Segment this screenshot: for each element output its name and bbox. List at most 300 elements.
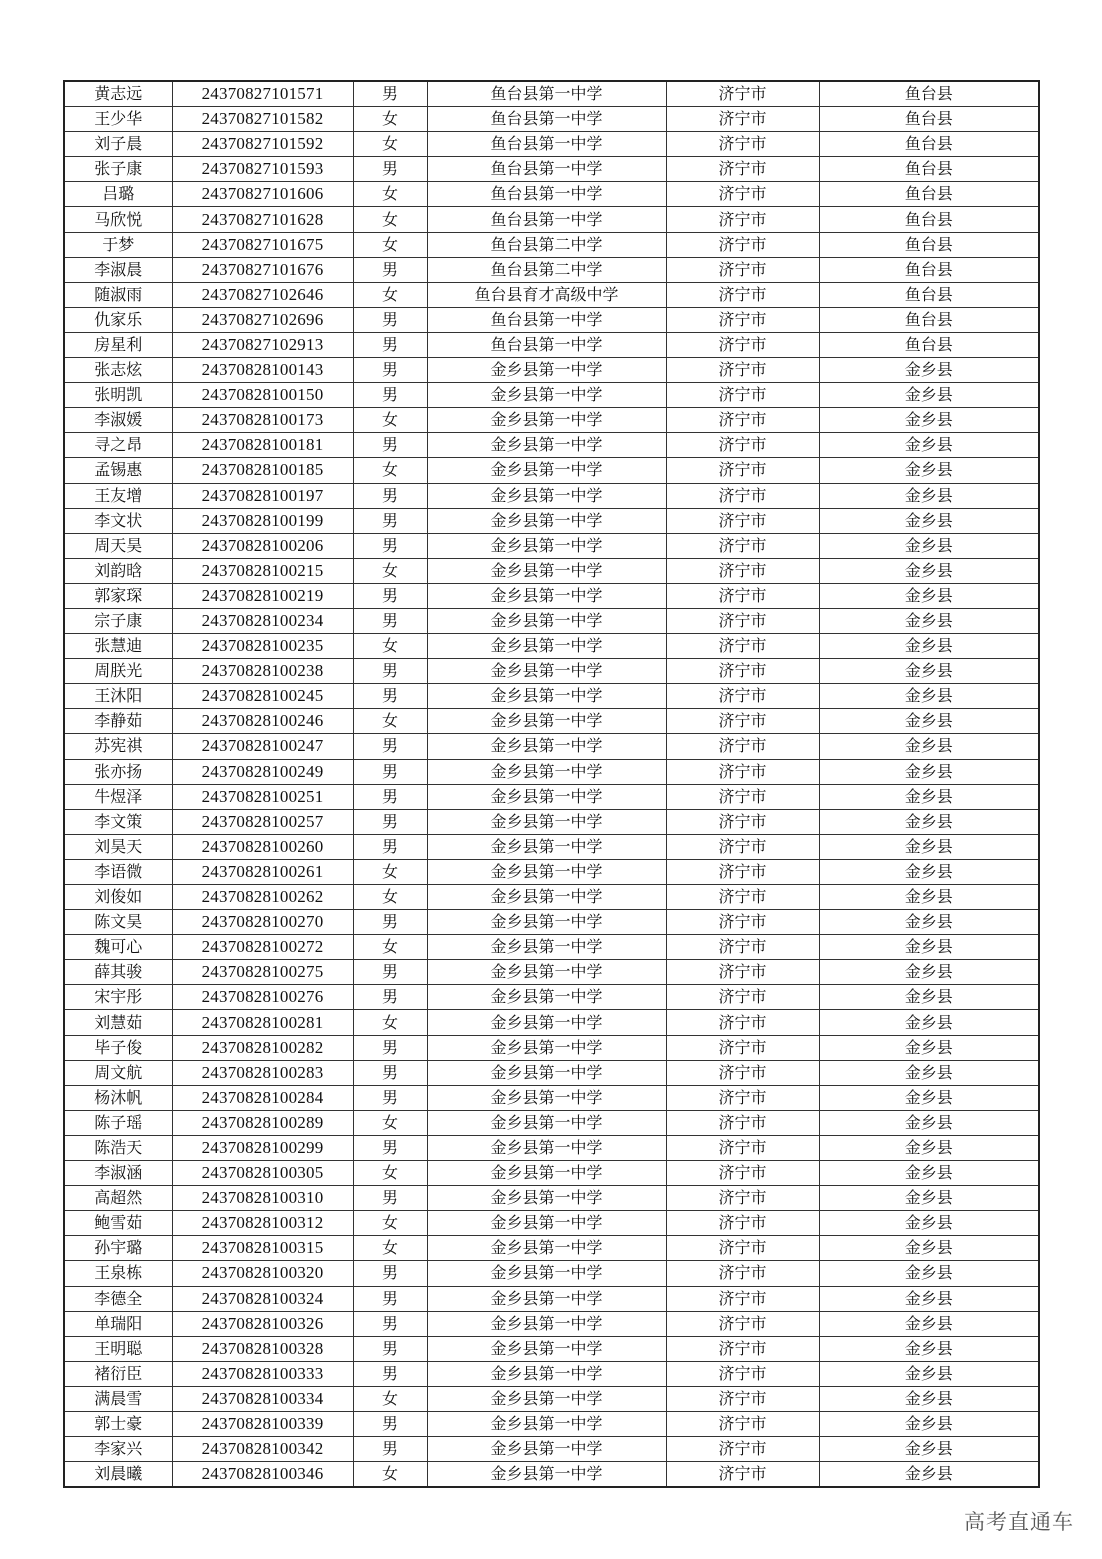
student-name-cell: 周文航 xyxy=(64,1060,172,1085)
student-name-cell: 刘晨曦 xyxy=(64,1462,172,1488)
school-cell: 鱼台县第二中学 xyxy=(427,257,666,282)
city-cell: 济宁市 xyxy=(666,784,819,809)
school-cell: 金乡县第一中学 xyxy=(427,583,666,608)
city-cell: 济宁市 xyxy=(666,1336,819,1361)
school-cell: 金乡县第一中学 xyxy=(427,985,666,1010)
gender-cell: 女 xyxy=(353,232,427,257)
county-cell: 金乡县 xyxy=(819,1286,1039,1311)
school-cell: 金乡县第一中学 xyxy=(427,960,666,985)
table-row xyxy=(64,1462,1039,1488)
gender-cell: 男 xyxy=(353,734,427,759)
table-body xyxy=(64,81,1039,1487)
candidate-id-cell: 24370828100235 xyxy=(172,634,353,659)
city-cell: 济宁市 xyxy=(666,307,819,332)
student-name-cell: 王少华 xyxy=(64,107,172,132)
school-cell: 金乡县第一中学 xyxy=(427,1361,666,1386)
table-row xyxy=(64,207,1039,232)
student-name-cell: 张明凯 xyxy=(64,383,172,408)
county-cell: 金乡县 xyxy=(819,1386,1039,1411)
table-row xyxy=(64,684,1039,709)
school-cell: 鱼台县第一中学 xyxy=(427,107,666,132)
city-cell: 济宁市 xyxy=(666,508,819,533)
table-row xyxy=(64,608,1039,633)
student-name-cell: 李淑媛 xyxy=(64,408,172,433)
student-name-cell: 张慧迪 xyxy=(64,634,172,659)
student-name-cell: 刘子晨 xyxy=(64,132,172,157)
candidate-id-cell: 24370827102913 xyxy=(172,332,353,357)
candidate-id-cell: 24370828100219 xyxy=(172,583,353,608)
candidate-id-cell: 24370827101675 xyxy=(172,232,353,257)
school-cell: 鱼台县育才高级中学 xyxy=(427,282,666,307)
candidate-id-cell: 24370828100299 xyxy=(172,1135,353,1160)
city-cell: 济宁市 xyxy=(666,834,819,859)
city-cell: 济宁市 xyxy=(666,809,819,834)
gender-cell: 女 xyxy=(353,709,427,734)
county-cell: 金乡县 xyxy=(819,1361,1039,1386)
table-row xyxy=(64,1236,1039,1261)
student-name-cell: 刘昊天 xyxy=(64,834,172,859)
city-cell: 济宁市 xyxy=(666,759,819,784)
table-row xyxy=(64,558,1039,583)
gender-cell: 男 xyxy=(353,157,427,182)
student-name-cell: 满晨雪 xyxy=(64,1386,172,1411)
student-name-cell: 张子康 xyxy=(64,157,172,182)
city-cell: 济宁市 xyxy=(666,1085,819,1110)
county-cell: 金乡县 xyxy=(819,1261,1039,1286)
table-row xyxy=(64,859,1039,884)
candidate-id-cell: 24370828100262 xyxy=(172,885,353,910)
candidate-id-cell: 24370828100206 xyxy=(172,533,353,558)
school-cell: 金乡县第一中学 xyxy=(427,383,666,408)
city-cell: 济宁市 xyxy=(666,709,819,734)
school-cell: 金乡县第一中学 xyxy=(427,1236,666,1261)
student-name-cell: 陈浩天 xyxy=(64,1135,172,1160)
school-cell: 金乡县第一中学 xyxy=(427,1035,666,1060)
county-cell: 金乡县 xyxy=(819,1411,1039,1436)
county-cell: 金乡县 xyxy=(819,784,1039,809)
table-row xyxy=(64,659,1039,684)
candidate-id-cell: 24370828100284 xyxy=(172,1085,353,1110)
table-row xyxy=(64,1060,1039,1085)
table-row xyxy=(64,1161,1039,1186)
county-cell: 金乡县 xyxy=(819,1236,1039,1261)
gender-cell: 男 xyxy=(353,960,427,985)
county-cell: 金乡县 xyxy=(819,508,1039,533)
gender-cell: 女 xyxy=(353,132,427,157)
school-cell: 金乡县第一中学 xyxy=(427,1336,666,1361)
student-name-cell: 马欣悦 xyxy=(64,207,172,232)
county-cell: 鱼台县 xyxy=(819,157,1039,182)
county-cell: 鱼台县 xyxy=(819,257,1039,282)
candidate-id-cell: 24370828100270 xyxy=(172,910,353,935)
table-row xyxy=(64,1010,1039,1035)
candidate-id-cell: 24370827101676 xyxy=(172,257,353,282)
table-row xyxy=(64,332,1039,357)
city-cell: 济宁市 xyxy=(666,1186,819,1211)
city-cell: 济宁市 xyxy=(666,107,819,132)
city-cell: 济宁市 xyxy=(666,1261,819,1286)
table-row xyxy=(64,81,1039,107)
gender-cell: 男 xyxy=(353,1261,427,1286)
table-row xyxy=(64,784,1039,809)
city-cell: 济宁市 xyxy=(666,634,819,659)
school-cell: 金乡县第一中学 xyxy=(427,1010,666,1035)
county-cell: 金乡县 xyxy=(819,834,1039,859)
student-name-cell: 王沐阳 xyxy=(64,684,172,709)
student-name-cell: 毕子俊 xyxy=(64,1035,172,1060)
table-row xyxy=(64,358,1039,383)
city-cell: 济宁市 xyxy=(666,910,819,935)
student-name-cell: 孙宇璐 xyxy=(64,1236,172,1261)
candidate-id-cell: 24370828100346 xyxy=(172,1462,353,1488)
student-name-cell: 李语微 xyxy=(64,859,172,884)
candidate-id-cell: 24370828100238 xyxy=(172,659,353,684)
city-cell: 济宁市 xyxy=(666,1161,819,1186)
table-row xyxy=(64,1261,1039,1286)
gender-cell: 男 xyxy=(353,684,427,709)
candidate-id-cell: 24370828100310 xyxy=(172,1186,353,1211)
school-cell: 金乡县第一中学 xyxy=(427,834,666,859)
student-name-cell: 王泉栋 xyxy=(64,1261,172,1286)
candidate-id-cell: 24370828100320 xyxy=(172,1261,353,1286)
table-row xyxy=(64,709,1039,734)
gender-cell: 男 xyxy=(353,257,427,282)
city-cell: 济宁市 xyxy=(666,1010,819,1035)
table-row xyxy=(64,157,1039,182)
county-cell: 金乡县 xyxy=(819,358,1039,383)
student-name-cell: 王友增 xyxy=(64,483,172,508)
student-name-cell: 黄志远 xyxy=(64,81,172,107)
county-cell: 金乡县 xyxy=(819,1085,1039,1110)
candidate-id-cell: 24370828100261 xyxy=(172,859,353,884)
gender-cell: 女 xyxy=(353,458,427,483)
gender-cell: 男 xyxy=(353,332,427,357)
county-cell: 金乡县 xyxy=(819,408,1039,433)
city-cell: 济宁市 xyxy=(666,157,819,182)
student-name-cell: 随淑雨 xyxy=(64,282,172,307)
candidate-id-cell: 24370827101628 xyxy=(172,207,353,232)
county-cell: 金乡县 xyxy=(819,659,1039,684)
school-cell: 金乡县第一中学 xyxy=(427,1186,666,1211)
school-cell: 金乡县第一中学 xyxy=(427,1085,666,1110)
table-row xyxy=(64,533,1039,558)
student-name-cell: 陈子瑶 xyxy=(64,1110,172,1135)
gender-cell: 男 xyxy=(353,985,427,1010)
school-cell: 金乡县第一中学 xyxy=(427,1311,666,1336)
student-name-cell: 房星利 xyxy=(64,332,172,357)
candidate-id-cell: 24370827102696 xyxy=(172,307,353,332)
gender-cell: 女 xyxy=(353,182,427,207)
city-cell: 济宁市 xyxy=(666,1035,819,1060)
table-row xyxy=(64,985,1039,1010)
student-name-cell: 李德全 xyxy=(64,1286,172,1311)
table-row xyxy=(64,282,1039,307)
county-cell: 鱼台县 xyxy=(819,182,1039,207)
candidate-id-cell: 24370828100312 xyxy=(172,1211,353,1236)
gender-cell: 男 xyxy=(353,1286,427,1311)
city-cell: 济宁市 xyxy=(666,1462,819,1488)
table-row xyxy=(64,935,1039,960)
school-cell: 鱼台县第一中学 xyxy=(427,132,666,157)
candidate-id-cell: 24370828100257 xyxy=(172,809,353,834)
county-cell: 金乡县 xyxy=(819,1462,1039,1488)
county-cell: 鱼台县 xyxy=(819,132,1039,157)
school-cell: 金乡县第一中学 xyxy=(427,1135,666,1160)
school-cell: 金乡县第一中学 xyxy=(427,1110,666,1135)
school-cell: 金乡县第一中学 xyxy=(427,935,666,960)
city-cell: 济宁市 xyxy=(666,558,819,583)
county-cell: 金乡县 xyxy=(819,1060,1039,1085)
table-row xyxy=(64,583,1039,608)
gender-cell: 男 xyxy=(353,508,427,533)
watermark-text: 高考直通车 xyxy=(964,1510,1074,1534)
city-cell: 济宁市 xyxy=(666,383,819,408)
candidate-id-cell: 24370828100150 xyxy=(172,383,353,408)
city-cell: 济宁市 xyxy=(666,433,819,458)
gender-cell: 女 xyxy=(353,207,427,232)
table-row xyxy=(64,1361,1039,1386)
county-cell: 金乡县 xyxy=(819,910,1039,935)
table-row xyxy=(64,132,1039,157)
city-cell: 济宁市 xyxy=(666,885,819,910)
candidate-id-cell: 24370828100245 xyxy=(172,684,353,709)
gender-cell: 女 xyxy=(353,1236,427,1261)
gender-cell: 女 xyxy=(353,558,427,583)
city-cell: 济宁市 xyxy=(666,81,819,107)
candidate-id-cell: 24370827102646 xyxy=(172,282,353,307)
county-cell: 金乡县 xyxy=(819,608,1039,633)
county-cell: 金乡县 xyxy=(819,709,1039,734)
city-cell: 济宁市 xyxy=(666,1110,819,1135)
city-cell: 济宁市 xyxy=(666,257,819,282)
gender-cell: 男 xyxy=(353,383,427,408)
table-row xyxy=(64,1110,1039,1135)
student-name-cell: 李静茹 xyxy=(64,709,172,734)
table-row xyxy=(64,1085,1039,1110)
school-cell: 金乡县第一中学 xyxy=(427,759,666,784)
table-row xyxy=(64,634,1039,659)
county-cell: 金乡县 xyxy=(819,859,1039,884)
gender-cell: 女 xyxy=(353,1386,427,1411)
school-cell: 金乡县第一中学 xyxy=(427,608,666,633)
gender-cell: 男 xyxy=(353,834,427,859)
school-cell: 金乡县第一中学 xyxy=(427,433,666,458)
table-row xyxy=(64,734,1039,759)
county-cell: 金乡县 xyxy=(819,1311,1039,1336)
county-cell: 金乡县 xyxy=(819,684,1039,709)
county-cell: 金乡县 xyxy=(819,985,1039,1010)
candidate-id-cell: 24370828100333 xyxy=(172,1361,353,1386)
gender-cell: 男 xyxy=(353,659,427,684)
candidate-id-cell: 24370828100272 xyxy=(172,935,353,960)
gender-cell: 男 xyxy=(353,583,427,608)
candidate-id-cell: 24370827101571 xyxy=(172,81,353,107)
city-cell: 济宁市 xyxy=(666,408,819,433)
candidate-id-cell: 24370828100246 xyxy=(172,709,353,734)
county-cell: 鱼台县 xyxy=(819,232,1039,257)
table-row xyxy=(64,107,1039,132)
city-cell: 济宁市 xyxy=(666,935,819,960)
school-cell: 金乡县第一中学 xyxy=(427,483,666,508)
city-cell: 济宁市 xyxy=(666,458,819,483)
candidate-id-cell: 24370828100260 xyxy=(172,834,353,859)
gender-cell: 男 xyxy=(353,533,427,558)
county-cell: 金乡县 xyxy=(819,1336,1039,1361)
table-row xyxy=(64,1035,1039,1060)
gender-cell: 男 xyxy=(353,433,427,458)
city-cell: 济宁市 xyxy=(666,1135,819,1160)
student-list-table xyxy=(63,80,1040,1488)
city-cell: 济宁市 xyxy=(666,1211,819,1236)
table-row xyxy=(64,257,1039,282)
candidate-id-cell: 24370828100275 xyxy=(172,960,353,985)
candidate-id-cell: 24370828100328 xyxy=(172,1336,353,1361)
city-cell: 济宁市 xyxy=(666,1286,819,1311)
candidate-id-cell: 24370828100234 xyxy=(172,608,353,633)
school-cell: 金乡县第一中学 xyxy=(427,910,666,935)
student-name-cell: 褚衍臣 xyxy=(64,1361,172,1386)
candidate-id-cell: 24370827101592 xyxy=(172,132,353,157)
student-name-cell: 单瑞阳 xyxy=(64,1311,172,1336)
county-cell: 金乡县 xyxy=(819,458,1039,483)
candidate-id-cell: 24370827101593 xyxy=(172,157,353,182)
student-name-cell: 陈文昊 xyxy=(64,910,172,935)
school-cell: 金乡县第一中学 xyxy=(427,734,666,759)
school-cell: 金乡县第一中学 xyxy=(427,1211,666,1236)
school-cell: 金乡县第一中学 xyxy=(427,659,666,684)
candidate-id-cell: 24370828100283 xyxy=(172,1060,353,1085)
county-cell: 金乡县 xyxy=(819,809,1039,834)
candidate-id-cell: 24370828100215 xyxy=(172,558,353,583)
city-cell: 济宁市 xyxy=(666,1361,819,1386)
school-cell: 金乡县第一中学 xyxy=(427,784,666,809)
table-row xyxy=(64,508,1039,533)
table-row xyxy=(64,1386,1039,1411)
gender-cell: 男 xyxy=(353,784,427,809)
school-cell: 金乡县第一中学 xyxy=(427,709,666,734)
county-cell: 鱼台县 xyxy=(819,207,1039,232)
gender-cell: 男 xyxy=(353,1361,427,1386)
school-cell: 鱼台县第一中学 xyxy=(427,157,666,182)
city-cell: 济宁市 xyxy=(666,483,819,508)
table-row xyxy=(64,1437,1039,1462)
table-row xyxy=(64,483,1039,508)
city-cell: 济宁市 xyxy=(666,332,819,357)
table-row xyxy=(64,960,1039,985)
school-cell: 金乡县第一中学 xyxy=(427,859,666,884)
student-name-cell: 宋宇彤 xyxy=(64,985,172,1010)
gender-cell: 女 xyxy=(353,634,427,659)
gender-cell: 女 xyxy=(353,859,427,884)
school-cell: 金乡县第一中学 xyxy=(427,533,666,558)
candidate-id-cell: 24370828100185 xyxy=(172,458,353,483)
candidate-id-cell: 24370828100326 xyxy=(172,1311,353,1336)
gender-cell: 男 xyxy=(353,307,427,332)
gender-cell: 女 xyxy=(353,282,427,307)
table-row xyxy=(64,809,1039,834)
student-name-cell: 高超然 xyxy=(64,1186,172,1211)
table-row xyxy=(64,885,1039,910)
candidate-id-cell: 24370828100334 xyxy=(172,1386,353,1411)
county-cell: 鱼台县 xyxy=(819,307,1039,332)
city-cell: 济宁市 xyxy=(666,533,819,558)
candidate-id-cell: 24370828100339 xyxy=(172,1411,353,1436)
table-row xyxy=(64,307,1039,332)
city-cell: 济宁市 xyxy=(666,734,819,759)
candidate-id-cell: 24370828100199 xyxy=(172,508,353,533)
candidate-id-cell: 24370828100289 xyxy=(172,1110,353,1135)
county-cell: 鱼台县 xyxy=(819,332,1039,357)
county-cell: 金乡县 xyxy=(819,734,1039,759)
school-cell: 金乡县第一中学 xyxy=(427,1411,666,1436)
gender-cell: 男 xyxy=(353,910,427,935)
gender-cell: 女 xyxy=(353,1010,427,1035)
candidate-id-cell: 24370828100247 xyxy=(172,734,353,759)
gender-cell: 男 xyxy=(353,809,427,834)
candidate-id-cell: 24370828100315 xyxy=(172,1236,353,1261)
school-cell: 金乡县第一中学 xyxy=(427,1286,666,1311)
student-name-cell: 寻之昂 xyxy=(64,433,172,458)
candidate-id-cell: 24370828100281 xyxy=(172,1010,353,1035)
county-cell: 金乡县 xyxy=(819,1110,1039,1135)
county-cell: 金乡县 xyxy=(819,759,1039,784)
gender-cell: 男 xyxy=(353,81,427,107)
student-name-cell: 王明聪 xyxy=(64,1336,172,1361)
table-row xyxy=(64,182,1039,207)
city-cell: 济宁市 xyxy=(666,985,819,1010)
school-cell: 金乡县第一中学 xyxy=(427,885,666,910)
student-name-cell: 仇家乐 xyxy=(64,307,172,332)
school-cell: 鱼台县第一中学 xyxy=(427,207,666,232)
gender-cell: 女 xyxy=(353,1462,427,1488)
candidate-id-cell: 24370828100173 xyxy=(172,408,353,433)
candidate-id-cell: 24370828100305 xyxy=(172,1161,353,1186)
school-cell: 金乡县第一中学 xyxy=(427,1386,666,1411)
county-cell: 金乡县 xyxy=(819,1161,1039,1186)
school-cell: 金乡县第一中学 xyxy=(427,508,666,533)
county-cell: 金乡县 xyxy=(819,533,1039,558)
student-name-cell: 刘俊如 xyxy=(64,885,172,910)
school-cell: 鱼台县第二中学 xyxy=(427,232,666,257)
student-name-cell: 周天昊 xyxy=(64,533,172,558)
table-row xyxy=(64,1211,1039,1236)
city-cell: 济宁市 xyxy=(666,207,819,232)
table-row xyxy=(64,232,1039,257)
gender-cell: 女 xyxy=(353,885,427,910)
city-cell: 济宁市 xyxy=(666,583,819,608)
student-name-cell: 刘韵晗 xyxy=(64,558,172,583)
school-cell: 金乡县第一中学 xyxy=(427,458,666,483)
candidate-id-cell: 24370827101606 xyxy=(172,182,353,207)
school-cell: 鱼台县第一中学 xyxy=(427,81,666,107)
county-cell: 金乡县 xyxy=(819,1010,1039,1035)
school-cell: 金乡县第一中学 xyxy=(427,558,666,583)
school-cell: 金乡县第一中学 xyxy=(427,1437,666,1462)
city-cell: 济宁市 xyxy=(666,1386,819,1411)
county-cell: 金乡县 xyxy=(819,1135,1039,1160)
student-name-cell: 牛煜泽 xyxy=(64,784,172,809)
table-row xyxy=(64,458,1039,483)
gender-cell: 男 xyxy=(353,608,427,633)
county-cell: 金乡县 xyxy=(819,960,1039,985)
table-row xyxy=(64,383,1039,408)
candidate-id-cell: 24370828100324 xyxy=(172,1286,353,1311)
table-row xyxy=(64,433,1039,458)
county-cell: 鱼台县 xyxy=(819,81,1039,107)
school-cell: 金乡县第一中学 xyxy=(427,358,666,383)
county-cell: 金乡县 xyxy=(819,1035,1039,1060)
county-cell: 金乡县 xyxy=(819,885,1039,910)
